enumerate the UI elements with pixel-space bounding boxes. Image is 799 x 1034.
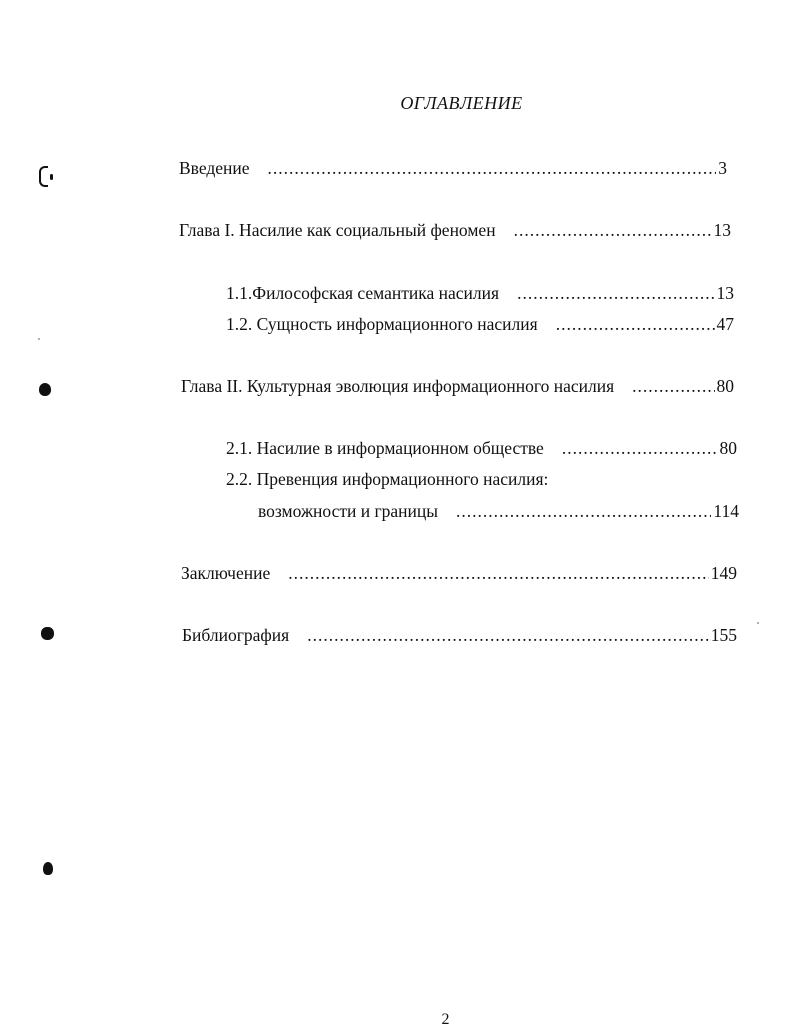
dot-leader (456, 500, 711, 522)
binder-hole-mark (50, 174, 53, 180)
toc-entry-chapter-2[interactable] (181, 375, 734, 397)
dot-leader (268, 157, 717, 179)
toc-entry-intro[interactable] (179, 157, 727, 179)
toc-entry-label: 1.2. Сущность информационного насилия (226, 314, 538, 334)
toc-entry-section-2-2-cont[interactable] (258, 500, 739, 522)
toc-entry-label: Заключение (181, 563, 271, 583)
toc-entry-label: Глава I. Насилие как социальный феномен (179, 220, 496, 240)
dot-leader (556, 313, 715, 335)
toc-entry-conclusion[interactable] (181, 562, 737, 584)
toc-entry-section-2-1[interactable] (226, 437, 737, 459)
toc-entry-label: 2.1. Насилие в информационном обществе (226, 438, 544, 458)
dot-leader (514, 219, 712, 241)
toc-title: ОГЛАВЛЕНИЕ (400, 93, 523, 113)
binder-hole-mark (41, 627, 54, 640)
toc-entry-bibliography[interactable] (182, 624, 737, 646)
toc-entry-page: 155 (710, 625, 737, 645)
toc-entry-page: 47 (716, 314, 734, 334)
toc-entry-page: 114 (713, 501, 739, 521)
toc-entry-section-2-2[interactable] (226, 468, 548, 490)
toc-entry-page: 80 (719, 438, 737, 458)
toc-entry-page: 3 (718, 158, 727, 178)
toc-entry-page: 80 (716, 376, 734, 396)
binder-hole-mark (43, 862, 53, 875)
scan-speck (38, 338, 40, 340)
toc-entry-label: 1.1.Философская семантика насилия (226, 283, 500, 303)
toc-entry-label: Глава II. Культурная эволюция информационного насилия (181, 376, 615, 396)
binder-hole-mark (39, 166, 48, 187)
toc-entry-label-cont: возможности и границы (258, 501, 439, 521)
page-number: 2 (441, 1011, 450, 1028)
dot-leader (517, 282, 714, 304)
toc-entry-page: 149 (710, 563, 737, 583)
toc-entry-label: 2.2. Превенция информационного насилия: (226, 469, 549, 489)
toc-entry-page: 13 (716, 283, 734, 303)
dot-leader (307, 624, 709, 646)
toc-entry-label: Библиография (182, 625, 290, 645)
dot-leader (288, 562, 709, 584)
toc-entry-chapter-1[interactable] (179, 219, 731, 241)
toc-entry-label: Введение (179, 158, 250, 178)
dot-leader (562, 437, 718, 459)
toc-entry-section-1-2[interactable] (226, 313, 734, 335)
toc-entry-page: 13 (713, 220, 731, 240)
binder-hole-mark (39, 383, 51, 396)
dot-leader (632, 375, 714, 397)
scan-speck (757, 622, 759, 624)
toc-entry-section-1-1[interactable] (226, 282, 734, 304)
